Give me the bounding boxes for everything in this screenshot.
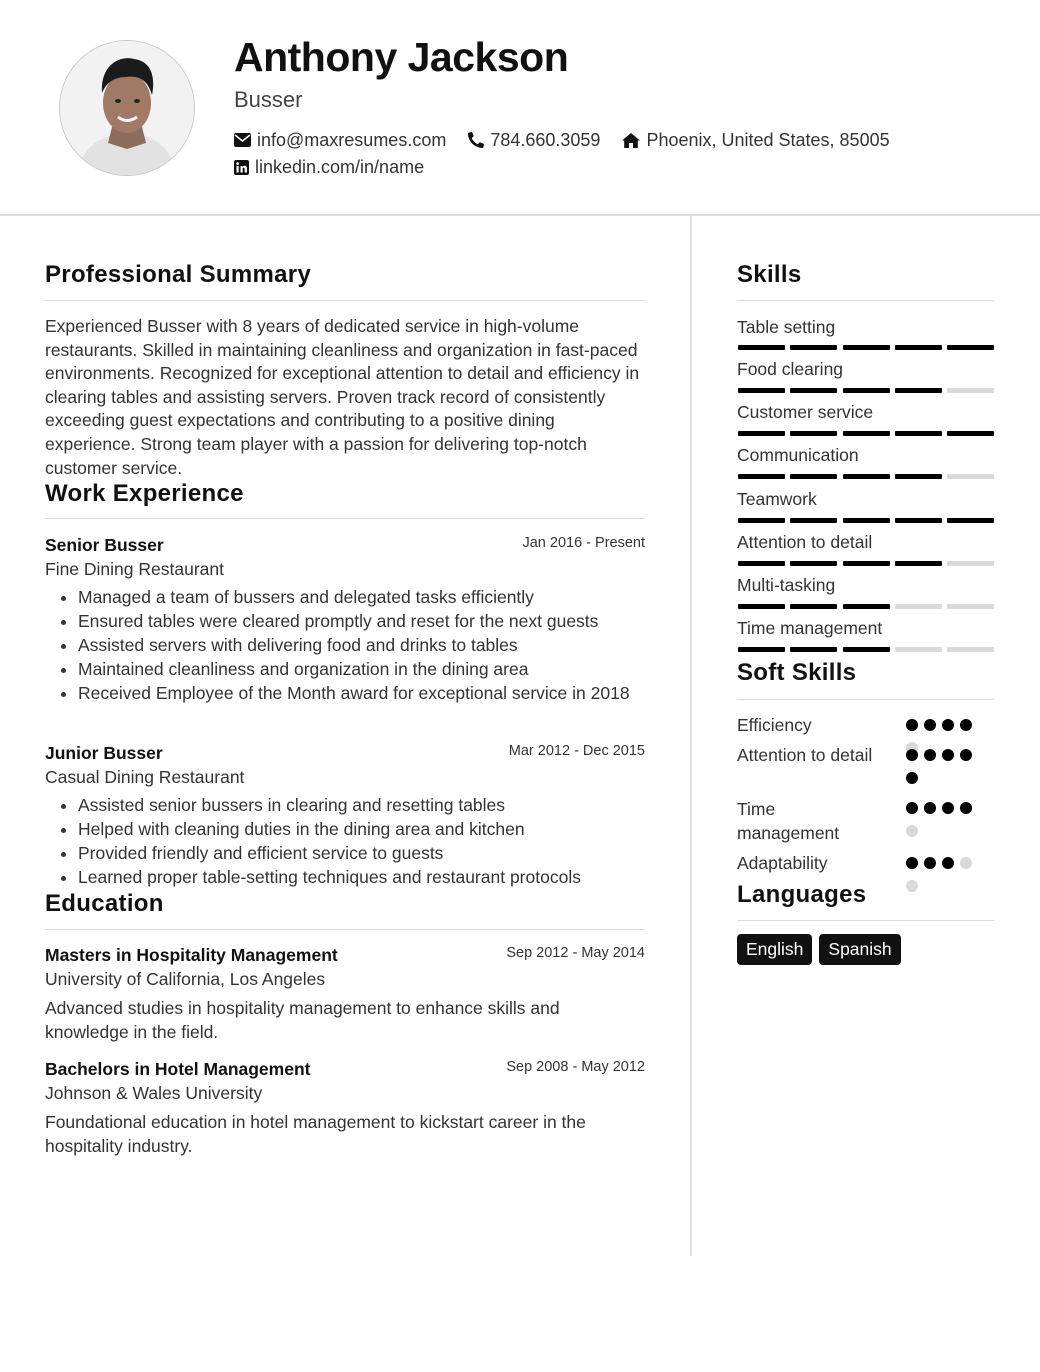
education-description: Advanced studies in hospitality management to enhance skills and knowledge in the field. — [45, 998, 560, 1042]
skill-bar-segment — [947, 431, 994, 436]
skill-bar-segment — [895, 647, 942, 652]
skill-label: Multi-tasking — [737, 575, 836, 595]
skill-bar-segment — [790, 561, 837, 566]
list-item: • Provided friendly and efficient service to guests — [78, 841, 645, 865]
contact-linkedin[interactable] — [234, 155, 424, 179]
skill-bar-segment — [895, 604, 942, 609]
list-item: • Managed a team of bussers and delegated tasks efficiently — [78, 585, 645, 609]
list-item: • Assisted servers with delivering food and drinks to tables — [78, 633, 645, 657]
skill-label: Food clearing — [737, 359, 844, 379]
phone-text: 784.660.3059 — [490, 130, 601, 150]
skill-rating-bar — [738, 474, 994, 479]
skill-bar-segment — [738, 647, 785, 652]
candidate-role: Busser — [234, 87, 303, 112]
language-tags — [737, 934, 908, 965]
soft-skill-dot — [960, 719, 972, 731]
school-name: Johnson & Wales University — [45, 1083, 263, 1103]
degree-title: Bachelors in Hotel Management — [45, 1059, 311, 1079]
phone-icon — [468, 132, 484, 148]
soft-skill-dot — [924, 749, 936, 761]
skill-rating-bar — [738, 604, 994, 609]
soft-skill-rating — [906, 802, 978, 848]
soft-skill-dot — [960, 749, 972, 761]
soft-skill-dot — [960, 857, 972, 869]
job-organization: Fine Dining Restaurant — [45, 559, 224, 579]
summary-rule — [45, 300, 645, 301]
job-title: Junior Busser — [45, 743, 163, 763]
soft-skills-rule — [737, 699, 994, 700]
column-divider — [690, 216, 692, 1256]
soft-skill-dot — [906, 825, 918, 837]
education-date: Sep 2012 - May 2014 — [506, 945, 645, 961]
soft-skill-dot — [906, 857, 918, 869]
skill-rating-bar — [738, 345, 994, 350]
skill-bar-segment — [790, 647, 837, 652]
job-bullets — [45, 585, 645, 705]
soft-skill-dot — [960, 802, 972, 814]
linkedin-text: linkedin.com/in/name — [255, 157, 425, 177]
skill-label: Attention to detail — [737, 532, 873, 552]
skill-bar-segment — [738, 431, 785, 436]
skill-bar-segment — [843, 647, 890, 652]
skill-bar-segment — [843, 518, 890, 523]
summary-text: Experienced Busser with 8 years of dedicated service in high-volume restaurants. Skilled in maintaining cleanliness and organization in fast-paced environments. Recognized for exceptional attention to detail and efficiency in clearing tables and assisting servers. Proven track record of consistently exceeding guest expectations and contributing to a positive dining experience. Strong team player with a passion for delivering top-notch customer service. — [45, 316, 640, 478]
soft-skills-heading: Soft Skills — [737, 659, 857, 686]
soft-skill-rating — [906, 857, 978, 903]
list-item: • Helped with cleaning duties in the dining area and kitchen — [78, 817, 645, 841]
education-entry — [45, 943, 645, 1044]
skills-heading: Skills — [737, 261, 802, 288]
skill-rating-bar — [738, 561, 994, 566]
soft-skill-dot — [906, 772, 918, 784]
soft-skill-dot — [906, 880, 918, 892]
list-item: • Received Employee of the Month award for exceptional service in 2018 — [78, 681, 645, 705]
school-name: University of California, Los Angeles — [45, 969, 326, 989]
skill-bar-segment — [790, 518, 837, 523]
candidate-name: Anthony Jackson — [234, 34, 569, 80]
skill-bar-segment — [738, 604, 785, 609]
skill-label: Customer service — [737, 402, 874, 422]
skill-bar-segment — [947, 647, 994, 652]
skill-rating-bar — [738, 431, 994, 436]
education-heading: Education — [45, 890, 164, 917]
skill-bar-segment — [738, 474, 785, 479]
skill-bar-segment — [895, 431, 942, 436]
skill-bar-segment — [738, 561, 785, 566]
list-item: • Ensured tables were cleared promptly and reset for the next guests — [78, 609, 645, 633]
skill-bar-segment — [895, 388, 942, 393]
language-tag-english: English — [737, 934, 812, 965]
skill-label: Teamwork — [737, 489, 817, 509]
list-item: • Learned proper table-setting techniques and restaurant protocols — [78, 865, 645, 889]
soft-skill-label: Efficiency — [737, 715, 812, 735]
skill-bar-segment — [843, 604, 890, 609]
skill-bar-segment — [895, 345, 942, 350]
education-description: Foundational education in hotel management to kickstart career in the hospitality industry. — [45, 1112, 586, 1156]
email-text: info@maxresumes.com — [257, 130, 447, 150]
job-entry — [45, 533, 645, 705]
skill-label: Communication — [737, 445, 859, 465]
job-date: Jan 2016 - Present — [522, 535, 645, 551]
skill-bar-segment — [947, 345, 994, 350]
languages-rule — [737, 920, 994, 921]
job-entry — [45, 741, 645, 889]
job-bullets — [45, 793, 645, 889]
home-icon — [622, 133, 640, 148]
experience-heading: Work Experience — [45, 480, 244, 507]
profile-photo-illustration — [60, 41, 194, 175]
skill-bar-segment — [947, 474, 994, 479]
envelope-icon — [234, 133, 251, 147]
job-organization: Casual Dining Restaurant — [45, 767, 245, 787]
soft-skill-label: Time management — [737, 799, 840, 843]
skill-bar-segment — [947, 561, 994, 566]
education-date: Sep 2008 - May 2012 — [506, 1059, 645, 1075]
degree-title: Masters in Hospitality Management — [45, 945, 338, 965]
soft-skill-rating — [906, 749, 978, 795]
soft-skill-dot — [924, 857, 936, 869]
linkedin-icon — [234, 160, 249, 175]
skill-rating-bar — [738, 388, 994, 393]
contact-row-2 — [234, 155, 446, 179]
list-item: • Maintained cleanliness and organization in the dining area — [78, 657, 645, 681]
education-entry — [45, 1057, 645, 1158]
resume-header — [0, 0, 1040, 216]
contact-email[interactable] — [234, 128, 446, 152]
skill-label: Time management — [737, 618, 883, 638]
soft-skill-dot — [924, 719, 936, 731]
skill-bar-segment — [947, 388, 994, 393]
soft-skill-dot — [924, 802, 936, 814]
skill-bar-segment — [843, 474, 890, 479]
education-rule — [45, 929, 645, 930]
language-tag-spanish: Spanish — [819, 934, 900, 965]
experience-rule — [45, 518, 645, 519]
contact-location — [622, 128, 889, 152]
soft-skill-dot — [906, 749, 918, 761]
job-date: Mar 2012 - Dec 2015 — [508, 743, 645, 759]
soft-skill-label: Attention to detail — [737, 745, 873, 765]
skill-rating-bar — [738, 647, 994, 652]
skill-bar-segment — [843, 561, 890, 566]
skill-bar-segment — [790, 431, 837, 436]
skill-bar-segment — [895, 518, 942, 523]
skill-bar-segment — [790, 388, 837, 393]
skill-bar-segment — [843, 431, 890, 436]
skill-bar-segment — [738, 388, 785, 393]
job-title: Senior Busser — [45, 535, 164, 555]
skill-label: Table setting — [737, 317, 836, 337]
soft-skill-dot — [906, 719, 918, 731]
soft-skill-dot — [906, 802, 918, 814]
soft-skill-dot — [942, 719, 954, 731]
soft-skill-label: Adaptability — [737, 853, 828, 873]
contact-row — [234, 128, 912, 152]
profile-photo — [59, 40, 195, 176]
languages-heading: Languages — [737, 881, 867, 908]
skill-bar-segment — [738, 518, 785, 523]
skill-bar-segment — [790, 474, 837, 479]
location-text: Phoenix, United States, 85005 — [646, 130, 890, 150]
skill-bar-segment — [790, 604, 837, 609]
skill-bar-segment — [843, 345, 890, 350]
skill-rating-bar — [738, 518, 994, 523]
skills-rule — [737, 300, 994, 301]
summary-heading: Professional Summary — [45, 261, 312, 288]
soft-skill-dot — [942, 857, 954, 869]
soft-skill-dot — [942, 749, 954, 761]
skill-bar-segment — [895, 474, 942, 479]
skill-bar-segment — [947, 518, 994, 523]
skill-bar-segment — [895, 561, 942, 566]
skill-bar-segment — [843, 388, 890, 393]
skill-bar-segment — [790, 345, 837, 350]
list-item: • Assisted senior bussers in clearing and resetting tables — [78, 793, 645, 817]
contact-phone[interactable] — [468, 128, 600, 152]
soft-skill-dot — [942, 802, 954, 814]
skill-bar-segment — [738, 345, 785, 350]
skill-bar-segment — [947, 604, 994, 609]
